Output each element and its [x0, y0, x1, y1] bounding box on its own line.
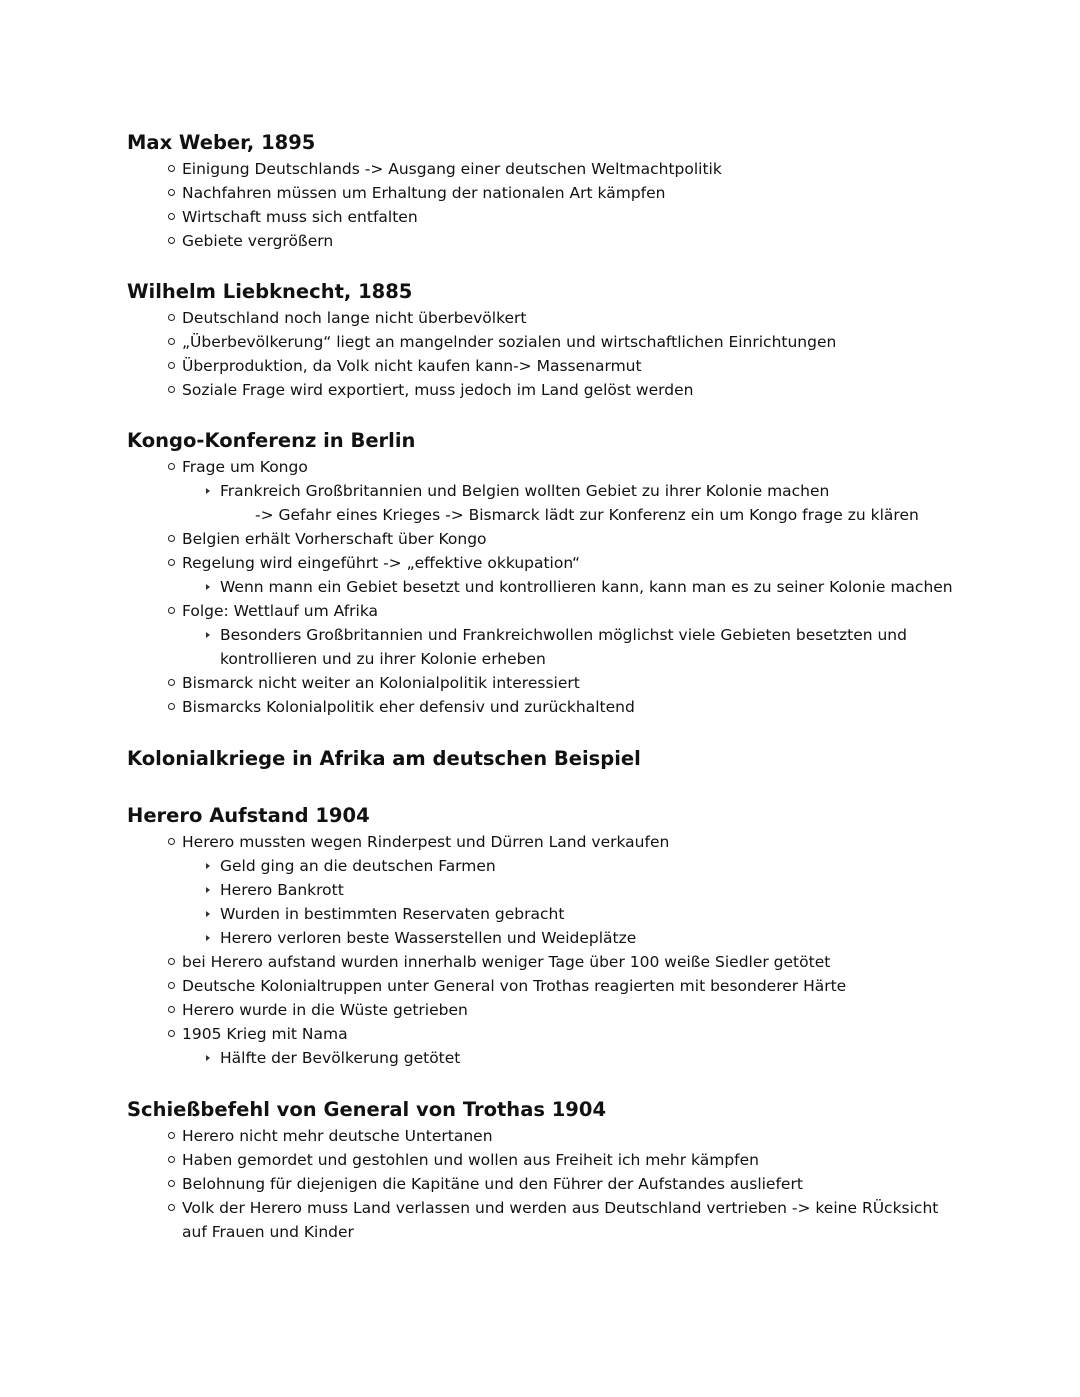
sub-list-item-continuation: kontrollieren und zu ihrer Kolonie erheben — [220, 650, 546, 668]
heading-max-weber: Max Weber, 1895 — [127, 131, 316, 154]
circle-bullet-icon — [168, 559, 175, 566]
circle-bullet-icon — [168, 386, 175, 393]
triangle-bullet-icon — [206, 488, 210, 494]
circle-bullet-icon — [168, 1180, 175, 1187]
circle-bullet-icon — [168, 189, 175, 196]
triangle-bullet-icon — [206, 887, 210, 893]
circle-bullet-icon — [168, 1204, 175, 1211]
list-item-continuation: auf Frauen und Kinder — [182, 1223, 354, 1241]
triangle-bullet-icon — [206, 911, 210, 917]
sub-sub-list-item: -> Gefahr eines Krieges -> Bismarck lädt zur Konferenz ein um Kongo frage zu klären — [255, 506, 919, 524]
heading-schiessbefehl: Schießbefehl von General von Trothas 1904 — [127, 1098, 607, 1121]
circle-bullet-icon — [168, 535, 175, 542]
heading-wilhelm-liebknecht: Wilhelm Liebknecht, 1885 — [127, 280, 413, 303]
circle-bullet-icon — [168, 463, 175, 470]
circle-bullet-icon — [168, 958, 175, 965]
circle-bullet-icon — [168, 213, 175, 220]
circle-bullet-icon — [168, 838, 175, 845]
circle-bullet-icon — [168, 314, 175, 321]
triangle-bullet-icon — [206, 584, 210, 590]
circle-bullet-icon — [168, 1006, 175, 1013]
triangle-bullet-icon — [206, 863, 210, 869]
heading-kongo-konferenz: Kongo-Konferenz in Berlin — [127, 429, 416, 452]
circle-bullet-icon — [168, 338, 175, 345]
triangle-bullet-icon — [206, 1055, 210, 1061]
circle-bullet-icon — [168, 607, 175, 614]
circle-bullet-icon — [168, 1156, 175, 1163]
circle-bullet-icon — [168, 1132, 175, 1139]
circle-bullet-icon — [168, 362, 175, 369]
circle-bullet-icon — [168, 237, 175, 244]
heading-kolonialkriege: Kolonialkriege in Afrika am deutschen Beispiel — [127, 747, 641, 770]
triangle-bullet-icon — [206, 935, 210, 941]
heading-herero-aufstand: Herero Aufstand 1904 — [127, 804, 370, 827]
circle-bullet-icon — [168, 679, 175, 686]
triangle-bullet-icon — [206, 632, 210, 638]
circle-bullet-icon — [168, 982, 175, 989]
circle-bullet-icon — [168, 165, 175, 172]
circle-bullet-icon — [168, 1030, 175, 1037]
circle-bullet-icon — [168, 703, 175, 710]
